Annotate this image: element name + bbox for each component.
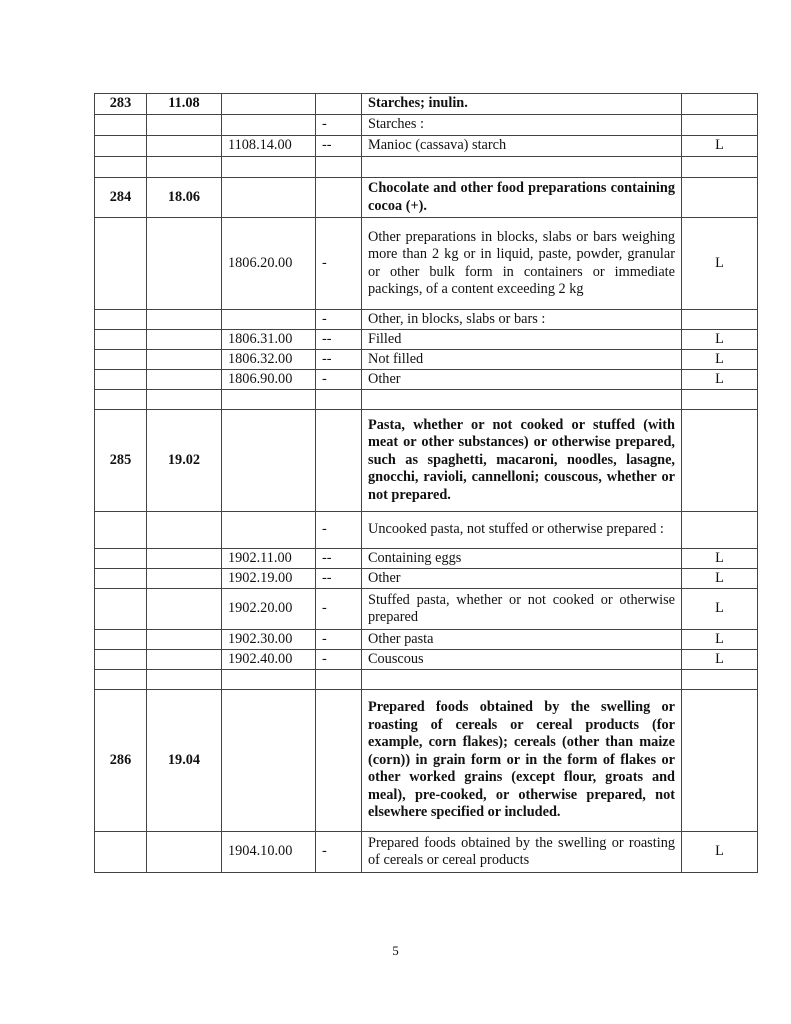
serial-number-cell: 286 — [95, 690, 147, 832]
description-cell: Pasta, whether or not cooked or stuffed (with meat or other substances) or otherwise prepared, such as spaghetti, macaroni, noodles, lasagne, gnocchi, ravioli, cannelloni; couscous, whether or not prepared. — [362, 410, 682, 512]
dash-level-cell: -- — [316, 350, 362, 370]
dash-level-cell — [316, 690, 362, 832]
category-cell: L — [682, 650, 758, 670]
dash-level-cell: -- — [316, 330, 362, 350]
hs-code-cell — [222, 157, 316, 178]
serial-number-cell — [95, 370, 147, 390]
hs-code-cell: 1902.11.00 — [222, 549, 316, 569]
serial-number-cell — [95, 390, 147, 410]
hs-code-cell — [222, 390, 316, 410]
description-cell — [362, 670, 682, 690]
heading-number-cell — [147, 330, 222, 350]
heading-number-cell — [147, 218, 222, 310]
dash-level-cell — [316, 410, 362, 512]
heading-number-cell: 18.06 — [147, 178, 222, 218]
table-row — [95, 310, 758, 330]
table-row — [95, 832, 758, 873]
hs-code-cell: 1902.40.00 — [222, 650, 316, 670]
category-cell: L — [682, 832, 758, 873]
heading-number-cell — [147, 390, 222, 410]
hs-code-cell: 1902.30.00 — [222, 630, 316, 650]
hs-code-cell — [222, 690, 316, 832]
category-cell — [682, 512, 758, 549]
category-cell: L — [682, 589, 758, 630]
dash-level-cell: - — [316, 370, 362, 390]
hs-code-cell: 1902.20.00 — [222, 589, 316, 630]
serial-number-cell — [95, 670, 147, 690]
heading-number-cell — [147, 670, 222, 690]
category-cell — [682, 115, 758, 136]
dash-level-cell: - — [316, 650, 362, 670]
description-cell: Uncooked pasta, not stuffed or otherwise prepared : — [362, 512, 682, 549]
heading-number-cell — [147, 350, 222, 370]
description-cell: Prepared foods obtained by the swelling or roasting of cereals or cereal products (for example, corn flakes); cereals (other than maize (corn)) in grain form or in the form of flakes or other worked grains (except flour, groats and meal), pre-cooked, or otherwise prepared, not elsewhere specified or included. — [362, 690, 682, 832]
heading-number-cell — [147, 569, 222, 589]
serial-number-cell — [95, 350, 147, 370]
table-row — [95, 178, 758, 218]
serial-number-cell — [95, 115, 147, 136]
dash-level-cell: - — [316, 115, 362, 136]
page-number: 5 — [392, 943, 399, 958]
hs-code-cell — [222, 310, 316, 330]
hs-code-cell — [222, 410, 316, 512]
serial-number-cell — [95, 650, 147, 670]
hs-code-cell — [222, 94, 316, 115]
table-row — [95, 630, 758, 650]
category-cell — [682, 390, 758, 410]
table-row — [95, 370, 758, 390]
description-cell: Manioc (cassava) starch — [362, 136, 682, 157]
table-row — [95, 350, 758, 370]
heading-number-cell — [147, 630, 222, 650]
hs-code-cell: 1806.20.00 — [222, 218, 316, 310]
description-cell: Starches; inulin. — [362, 94, 682, 115]
category-cell: L — [682, 330, 758, 350]
table-row — [95, 218, 758, 310]
table-row — [95, 690, 758, 832]
description-cell — [362, 157, 682, 178]
hs-code-cell: 1806.32.00 — [222, 350, 316, 370]
description-cell: Filled — [362, 330, 682, 350]
serial-number-cell — [95, 218, 147, 310]
category-cell: L — [682, 350, 758, 370]
heading-number-cell — [147, 310, 222, 330]
description-cell: Stuffed pasta, whether or not cooked or otherwise prepared — [362, 589, 682, 630]
dash-level-cell — [316, 178, 362, 218]
dash-level-cell: - — [316, 512, 362, 549]
category-cell: L — [682, 136, 758, 157]
hs-code-cell: 1108.14.00 — [222, 136, 316, 157]
hs-code-cell — [222, 178, 316, 218]
heading-number-cell: 19.02 — [147, 410, 222, 512]
serial-number-cell: 285 — [95, 410, 147, 512]
dash-level-cell — [316, 157, 362, 178]
table-row — [95, 670, 758, 690]
serial-number-cell — [95, 310, 147, 330]
serial-number-cell — [95, 589, 147, 630]
dash-level-cell: - — [316, 310, 362, 330]
description-cell — [362, 390, 682, 410]
table-row — [95, 589, 758, 630]
table-row — [95, 94, 758, 115]
description-cell: Chocolate and other food preparations containing cocoa (+). — [362, 178, 682, 218]
heading-number-cell — [147, 512, 222, 549]
serial-number-cell: 284 — [95, 178, 147, 218]
serial-number-cell — [95, 157, 147, 178]
hs-code-cell: 1806.31.00 — [222, 330, 316, 350]
tariff-table-body — [95, 94, 758, 873]
category-cell — [682, 670, 758, 690]
hs-code-cell — [222, 115, 316, 136]
hs-code-cell: 1904.10.00 — [222, 832, 316, 873]
heading-number-cell: 11.08 — [147, 94, 222, 115]
table-row — [95, 410, 758, 512]
dash-level-cell — [316, 390, 362, 410]
heading-number-cell — [147, 157, 222, 178]
heading-number-cell — [147, 832, 222, 873]
heading-number-cell: 19.04 — [147, 690, 222, 832]
category-cell — [682, 94, 758, 115]
dash-level-cell — [316, 670, 362, 690]
tariff-table — [94, 93, 758, 873]
description-cell: Other — [362, 569, 682, 589]
hs-code-cell: 1806.90.00 — [222, 370, 316, 390]
dash-level-cell: -- — [316, 549, 362, 569]
dash-level-cell: -- — [316, 136, 362, 157]
heading-number-cell — [147, 115, 222, 136]
serial-number-cell — [95, 569, 147, 589]
table-row — [95, 136, 758, 157]
heading-number-cell — [147, 549, 222, 569]
serial-number-cell — [95, 630, 147, 650]
category-cell: L — [682, 569, 758, 589]
hs-code-cell: 1902.19.00 — [222, 569, 316, 589]
serial-number-cell — [95, 832, 147, 873]
table-row — [95, 650, 758, 670]
dash-level-cell: -- — [316, 569, 362, 589]
description-cell: Prepared foods obtained by the swelling or roasting of cereals or cereal products — [362, 832, 682, 873]
table-row — [95, 115, 758, 136]
description-cell: Other preparations in blocks, slabs or bars weighing more than 2 kg or in liquid, paste, powder, granular or other bulk form in containers or immediate packings, of a content exceeding 2 kg — [362, 218, 682, 310]
serial-number-cell — [95, 136, 147, 157]
category-cell: L — [682, 630, 758, 650]
dash-level-cell: - — [316, 630, 362, 650]
serial-number-cell — [95, 512, 147, 549]
table-row — [95, 549, 758, 569]
description-cell: Starches : — [362, 115, 682, 136]
dash-level-cell: - — [316, 589, 362, 630]
category-cell: L — [682, 549, 758, 569]
serial-number-cell: 283 — [95, 94, 147, 115]
dash-level-cell — [316, 94, 362, 115]
description-cell: Containing eggs — [362, 549, 682, 569]
description-cell: Couscous — [362, 650, 682, 670]
table-row — [95, 330, 758, 350]
category-cell — [682, 690, 758, 832]
table-row — [95, 569, 758, 589]
serial-number-cell — [95, 330, 147, 350]
category-cell — [682, 157, 758, 178]
category-cell — [682, 178, 758, 218]
category-cell — [682, 310, 758, 330]
description-cell: Other pasta — [362, 630, 682, 650]
dash-level-cell: - — [316, 832, 362, 873]
heading-number-cell — [147, 136, 222, 157]
table-row — [95, 157, 758, 178]
dash-level-cell: - — [316, 218, 362, 310]
description-cell: Other, in blocks, slabs or bars : — [362, 310, 682, 330]
hs-code-cell — [222, 512, 316, 549]
heading-number-cell — [147, 650, 222, 670]
heading-number-cell — [147, 370, 222, 390]
category-cell: L — [682, 218, 758, 310]
heading-number-cell — [147, 589, 222, 630]
description-cell: Not filled — [362, 350, 682, 370]
hs-code-cell — [222, 670, 316, 690]
serial-number-cell — [95, 549, 147, 569]
description-cell: Other — [362, 370, 682, 390]
table-row — [95, 512, 758, 549]
category-cell: L — [682, 370, 758, 390]
category-cell — [682, 410, 758, 512]
table-row — [95, 390, 758, 410]
